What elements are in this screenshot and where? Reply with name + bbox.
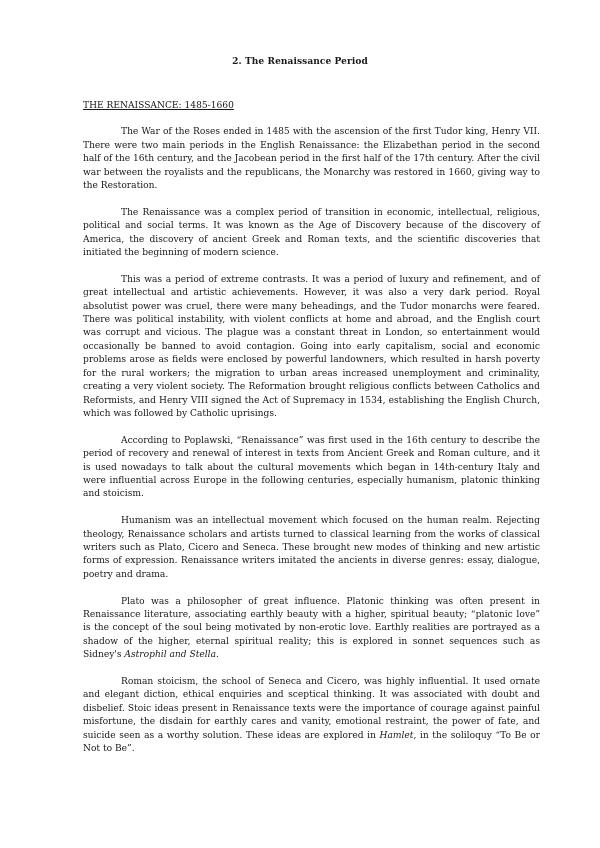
italic-title: Hamlet xyxy=(379,730,414,741)
section-heading: THE RENAISSANCE: 1485-1660 xyxy=(83,101,234,111)
paragraph-text: This was a period of extreme contrasts. It was a period of luxury and refinement, and of great intellectual and artistic achievements. However, it was also a very dark period. Royal absolutist power was cruel, there were many beheadings, and the Tudor monarchs were feared. There was political instability, with violent conflicts at home and abroad, and the English court was corrupt and vicious. The plague was a constant threat in London, so entertainment would occasionally be banned to avoid contagion. Going into early capitalism, social and economic problems arose as fields were enclosed by powerful landowners, which resulted in harsh poverty for the rural workers; the migration to urban areas increased unemployment and criminality, creating a very violent society. The Reformation brought religious conflicts between Catholics and Reformists, and Henry VIII signed the Act of Supremacy in 1534, establishing the English Church, which was followed by Catholic uprisings. xyxy=(83,274,540,419)
paragraph-text: According to Poplawski, “Renaissance” was first used in the 16th century to describe the period of recovery and renewal of interest in texts from Ancient Greek and Roman culture, and it is used nowadays to talk about the cultural movements which began in 14th-century Italy and were influential across Europe in the following centuries, especially humanism, platonic thinking and stoicism. xyxy=(83,435,540,500)
body-paragraph xyxy=(83,435,540,502)
page-title: 2. The Renaissance Period xyxy=(232,57,368,67)
paragraph-text: Humanism was an intellectual movement which focused on the human realm. Rejecting theology, Renaissance scholars and artists turned to classical learning from the works of classical writers such as Plato, Cicero and Seneca. These brought new modes of thinking and new artistic forms of expression. Renaissance writers imitated the ancients in diverse genres: essay, dialogue, poetry and drama. xyxy=(83,516,540,580)
body-paragraph xyxy=(83,274,540,421)
paragraph-text: The Renaissance was a complex period of transition in economic, intellectual, religious, political and social terms. It was known as the Age of Discovery because of the discovery of America, the discovery of ancient Greek and Roman texts, and the scientific discoveries that initiated the beginning of modern science. xyxy=(83,207,540,259)
body-paragraph xyxy=(83,515,540,582)
document-body xyxy=(83,100,540,770)
body-paragraph xyxy=(83,207,540,261)
paragraph-text: , in the soliloquy “To Be or Not to Be”. xyxy=(83,730,540,754)
paragraph-text: The War of the Roses ended in 1485 with the ascension of the first Tudor king, Henry VII. There were two main periods in the English Renaissance: the Elizabethan period in the second half of the 16th century, and the Jacobean period in the first half of the 17th century. After the civil war between the royalists and the republicans, the Monarchy was restored in 1660, giving way to the Restoration. xyxy=(83,127,540,192)
body-paragraph xyxy=(83,676,540,756)
paragraph-text: Plato was a philosopher of great influence. Platonic thinking was often present in Renaissance literature, associating earthly beauty with a higher, spiritual beauty; “platonic love” is the concept of the soul being motivated by non-erotic love. Earthly realities are portrayed as a shadow of the higher, eternal spiritual reality; this is explored in sonnet sequences such as Sidney's xyxy=(83,596,540,661)
italic-title: Astrophil and Stella xyxy=(124,650,216,661)
paragraph-text: . xyxy=(216,650,219,661)
paragraph-text: Roman stoicism, the school of Seneca and Cicero, was highly influential. It used ornate and elegant diction, ethical enquiries and sceptical thinking. It was associated with doubt and disbelief. Stoic ideas present in Renaissance texts were the importance of courage against painful misfortune, the disdain for earthly cares and vanity, emotional restraint, the power of fate, and suicide seen as a worthy solution. These ideas are explored in xyxy=(83,676,540,741)
body-paragraph xyxy=(83,596,540,663)
paragraph-list xyxy=(83,126,540,756)
body-paragraph xyxy=(83,126,540,193)
